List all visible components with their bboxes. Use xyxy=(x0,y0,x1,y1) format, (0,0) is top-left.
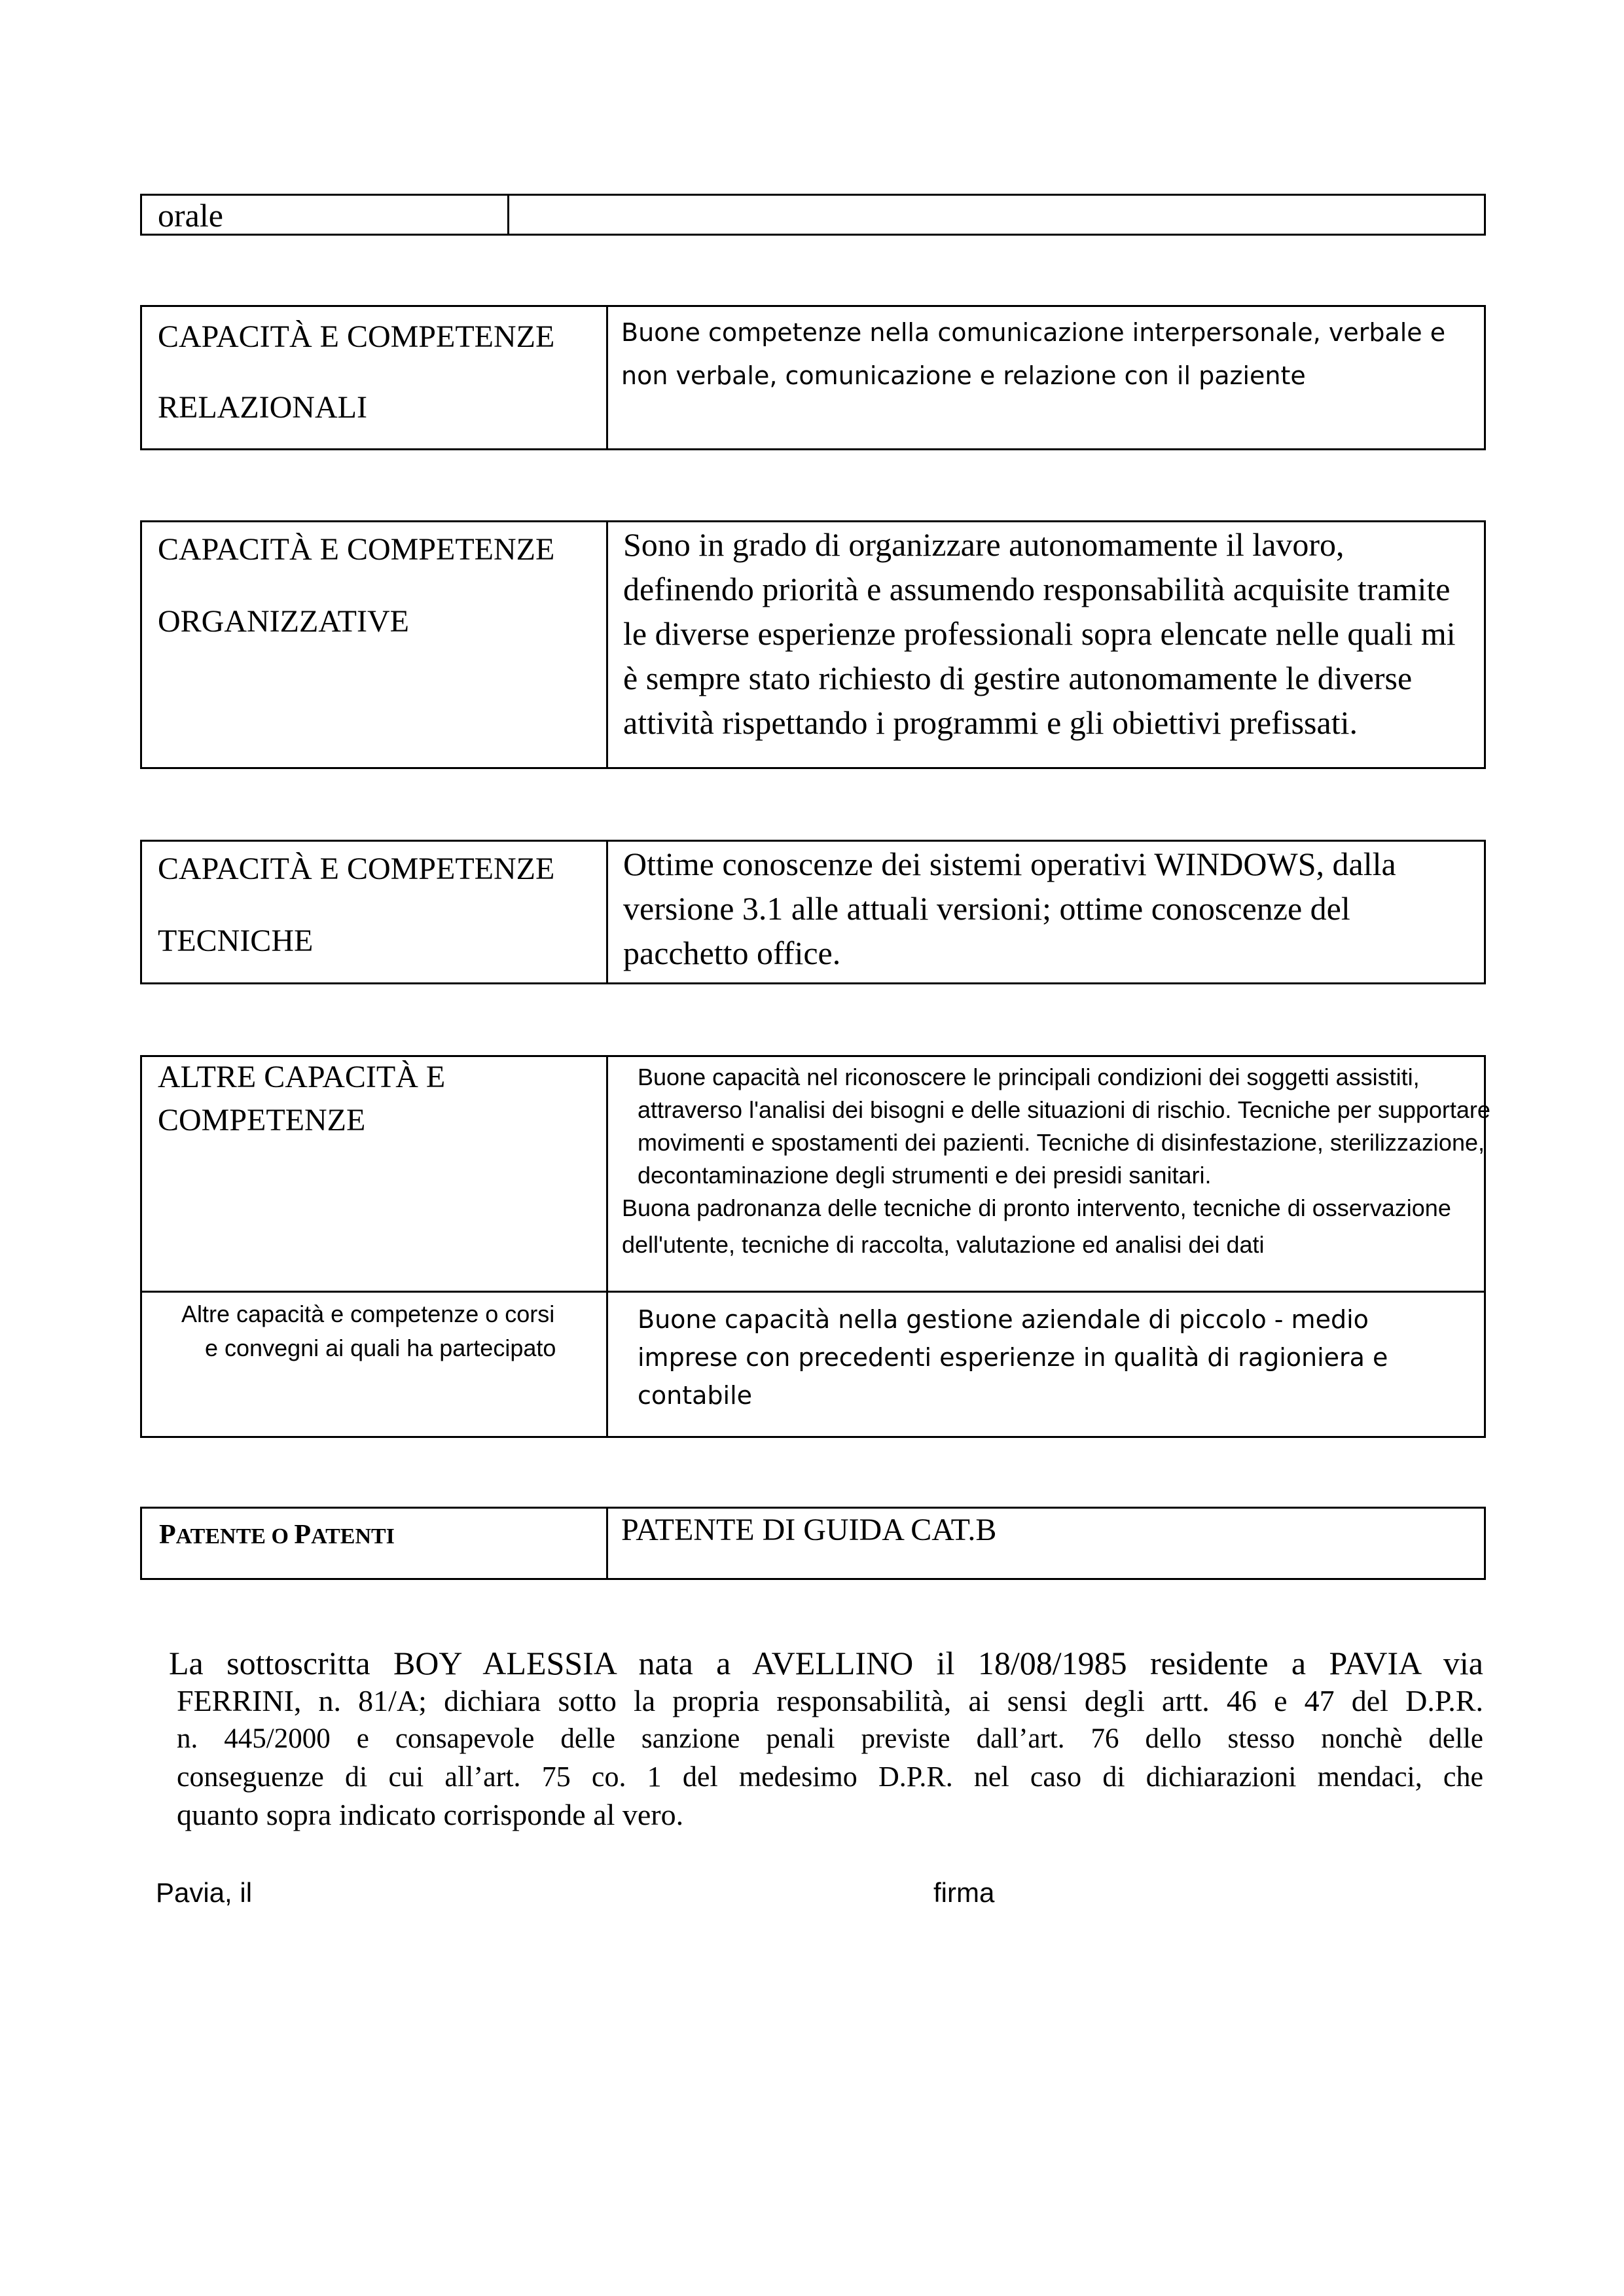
courses-text-1: Buone capacità nella gestione aziendale di piccolo - medio xyxy=(638,1305,1369,1334)
declaration-line-2: FERRINI, n. 81/A; dichiara sotto la propria responsabilità, ai sensi degli artt. 46 e 47 del D.P.R. xyxy=(177,1684,1483,1717)
other-skills-label-2: COMPETENZE xyxy=(158,1103,366,1138)
courses-label-1: Altre capacità e competenze o corsi xyxy=(181,1300,555,1327)
technical-skills-text-3: pacchetto office. xyxy=(623,935,841,971)
declaration-line-1: La sottoscritta BOY ALESSIA nata a AVELLINO il 18/08/1985 residente a PAVIA via xyxy=(169,1645,1483,1681)
technical-skills-text-2: versione 3.1 alle attuali versioni; ottime conoscenze del xyxy=(623,890,1350,927)
technical-skills-label-2: TECNICHE xyxy=(158,924,314,958)
declaration-line-4: conseguenze di cui all’art. 75 co. 1 del medesimo D.P.R. nel caso di dichiarazioni mendaci, che xyxy=(177,1761,1483,1793)
declaration-paragraph xyxy=(168,1644,1483,1834)
relational-skills-text-1: Buone competenze nella comunicazione interpersonale, verbale e xyxy=(621,318,1446,347)
driving-license-label-cap-1: P xyxy=(159,1520,176,1550)
organizational-skills-label-1: CAPACITÀ E COMPETENZE xyxy=(158,532,555,567)
place-date-label: Pavia, il xyxy=(156,1877,253,1908)
other-skills-text-6: dell'utente, tecniche di raccolta, valutazione ed analisi dei dati xyxy=(622,1231,1265,1258)
language-oral-label: orale xyxy=(158,197,223,234)
other-skills-label-1: ALTRE CAPACITÀ E xyxy=(158,1060,446,1094)
other-skills-text-3: movimenti e spostamenti dei pazienti. Tecniche di disinfestazione, sterilizzazione, xyxy=(638,1129,1485,1156)
driving-license-label-cap-2: P xyxy=(294,1520,312,1550)
organizational-skills-text-5: attività rispettando i programmi e gli obiettivi prefissati. xyxy=(623,704,1358,741)
technical-skills-label-1: CAPACITÀ E COMPETENZE xyxy=(158,852,555,886)
organizational-skills-text-2: definendo priorità e assumendo responsabilità acquisite tramite xyxy=(623,571,1451,607)
other-skills-section xyxy=(140,1055,1490,1438)
technical-skills-text-1: Ottime conoscenze dei sistemi operativi WINDOWS, dalla xyxy=(623,846,1396,882)
signature-label: firma xyxy=(933,1877,995,1908)
courses-text-3: contabile xyxy=(638,1381,753,1410)
relational-skills-label-1: CAPACITÀ E COMPETENZE xyxy=(158,319,555,354)
other-skills-text-5: Buona padronanza delle tecniche di pronto intervento, tecniche di osservazione xyxy=(622,1194,1451,1221)
driving-license-label-rest-1: ATENTE O xyxy=(175,1524,295,1549)
organizational-skills-text-1: Sono in grado di organizzare autonomamente il lavoro, xyxy=(623,526,1344,563)
driving-license-value: PATENTE DI GUIDA CAT.B xyxy=(621,1513,997,1547)
courses-label-2: e convegni ai quali ha partecipato xyxy=(205,1335,556,1361)
declaration-line-5: quanto sopra indicato corrisponde al vero. xyxy=(177,1798,684,1831)
driving-license-label-rest-2: ATENTI xyxy=(311,1524,395,1549)
organizational-skills-text-4: è sempre stato richiesto di gestire autonomamente le diverse xyxy=(623,660,1413,696)
driving-license-label xyxy=(159,1515,395,1560)
declaration-line-3: n. 445/2000 e consapevole delle sanzione penali previste dall’art. 76 dello stesso nonchè delle xyxy=(177,1723,1483,1754)
organizational-skills-label-2: ORGANIZZATIVE xyxy=(158,604,409,639)
language-oral-row xyxy=(140,194,1486,236)
organizational-skills-section xyxy=(140,520,1486,769)
other-skills-text-4: decontaminazione degli strumenti e dei presidi sanitari. xyxy=(638,1162,1212,1189)
other-skills-text-2: attraverso l'analisi dei bisogni e delle situazioni di rischio. Tecniche per supportare xyxy=(638,1096,1490,1123)
courses-text-2: imprese con precedenti esperienze in qualità di ragioniera e xyxy=(638,1343,1388,1372)
relational-skills-section xyxy=(140,305,1486,450)
driving-license-section xyxy=(140,1507,1486,1580)
relational-skills-text-2: non verbale, comunicazione e relazione con il paziente xyxy=(621,361,1306,390)
organizational-skills-text-3: le diverse esperienze professionali sopra elencate nelle quali mi xyxy=(623,615,1456,652)
relational-skills-label-2: RELAZIONALI xyxy=(158,390,367,425)
technical-skills-section xyxy=(140,840,1486,984)
other-skills-text-1: Buone capacità nel riconoscere le principali condizioni dei soggetti assistiti, xyxy=(638,1064,1420,1090)
